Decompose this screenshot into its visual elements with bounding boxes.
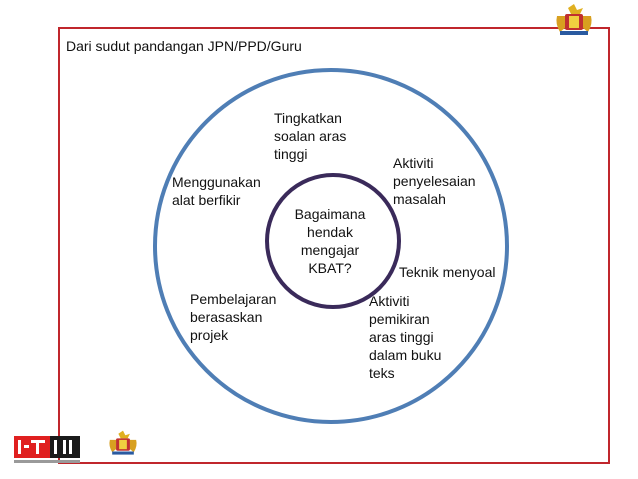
node-project-based-learning: Pembelajaran berasaskan projek (190, 291, 277, 343)
slide-heading: Dari sudut pandangan JPN/PPD/Guru (66, 38, 302, 54)
malaysia-crest-small-icon (106, 428, 140, 458)
center-question: Bagaimana hendak mengajar KBAT? (294, 206, 366, 276)
node-higher-order-questions: Tingkatkan soalan aras tinggi (274, 110, 347, 162)
i-think-logo-icon (14, 430, 94, 470)
malaysia-crest-icon (552, 2, 596, 38)
node-textbook-activities: Aktiviti pemikiran aras tinggi dalam buku teks (369, 293, 442, 381)
node-questioning-technique: Teknik menyoal (399, 264, 496, 280)
node-problem-solving: Aktiviti penyelesaian masalah (393, 155, 476, 207)
node-thinking-tools: Menggunakan alat berfikir (172, 174, 261, 208)
